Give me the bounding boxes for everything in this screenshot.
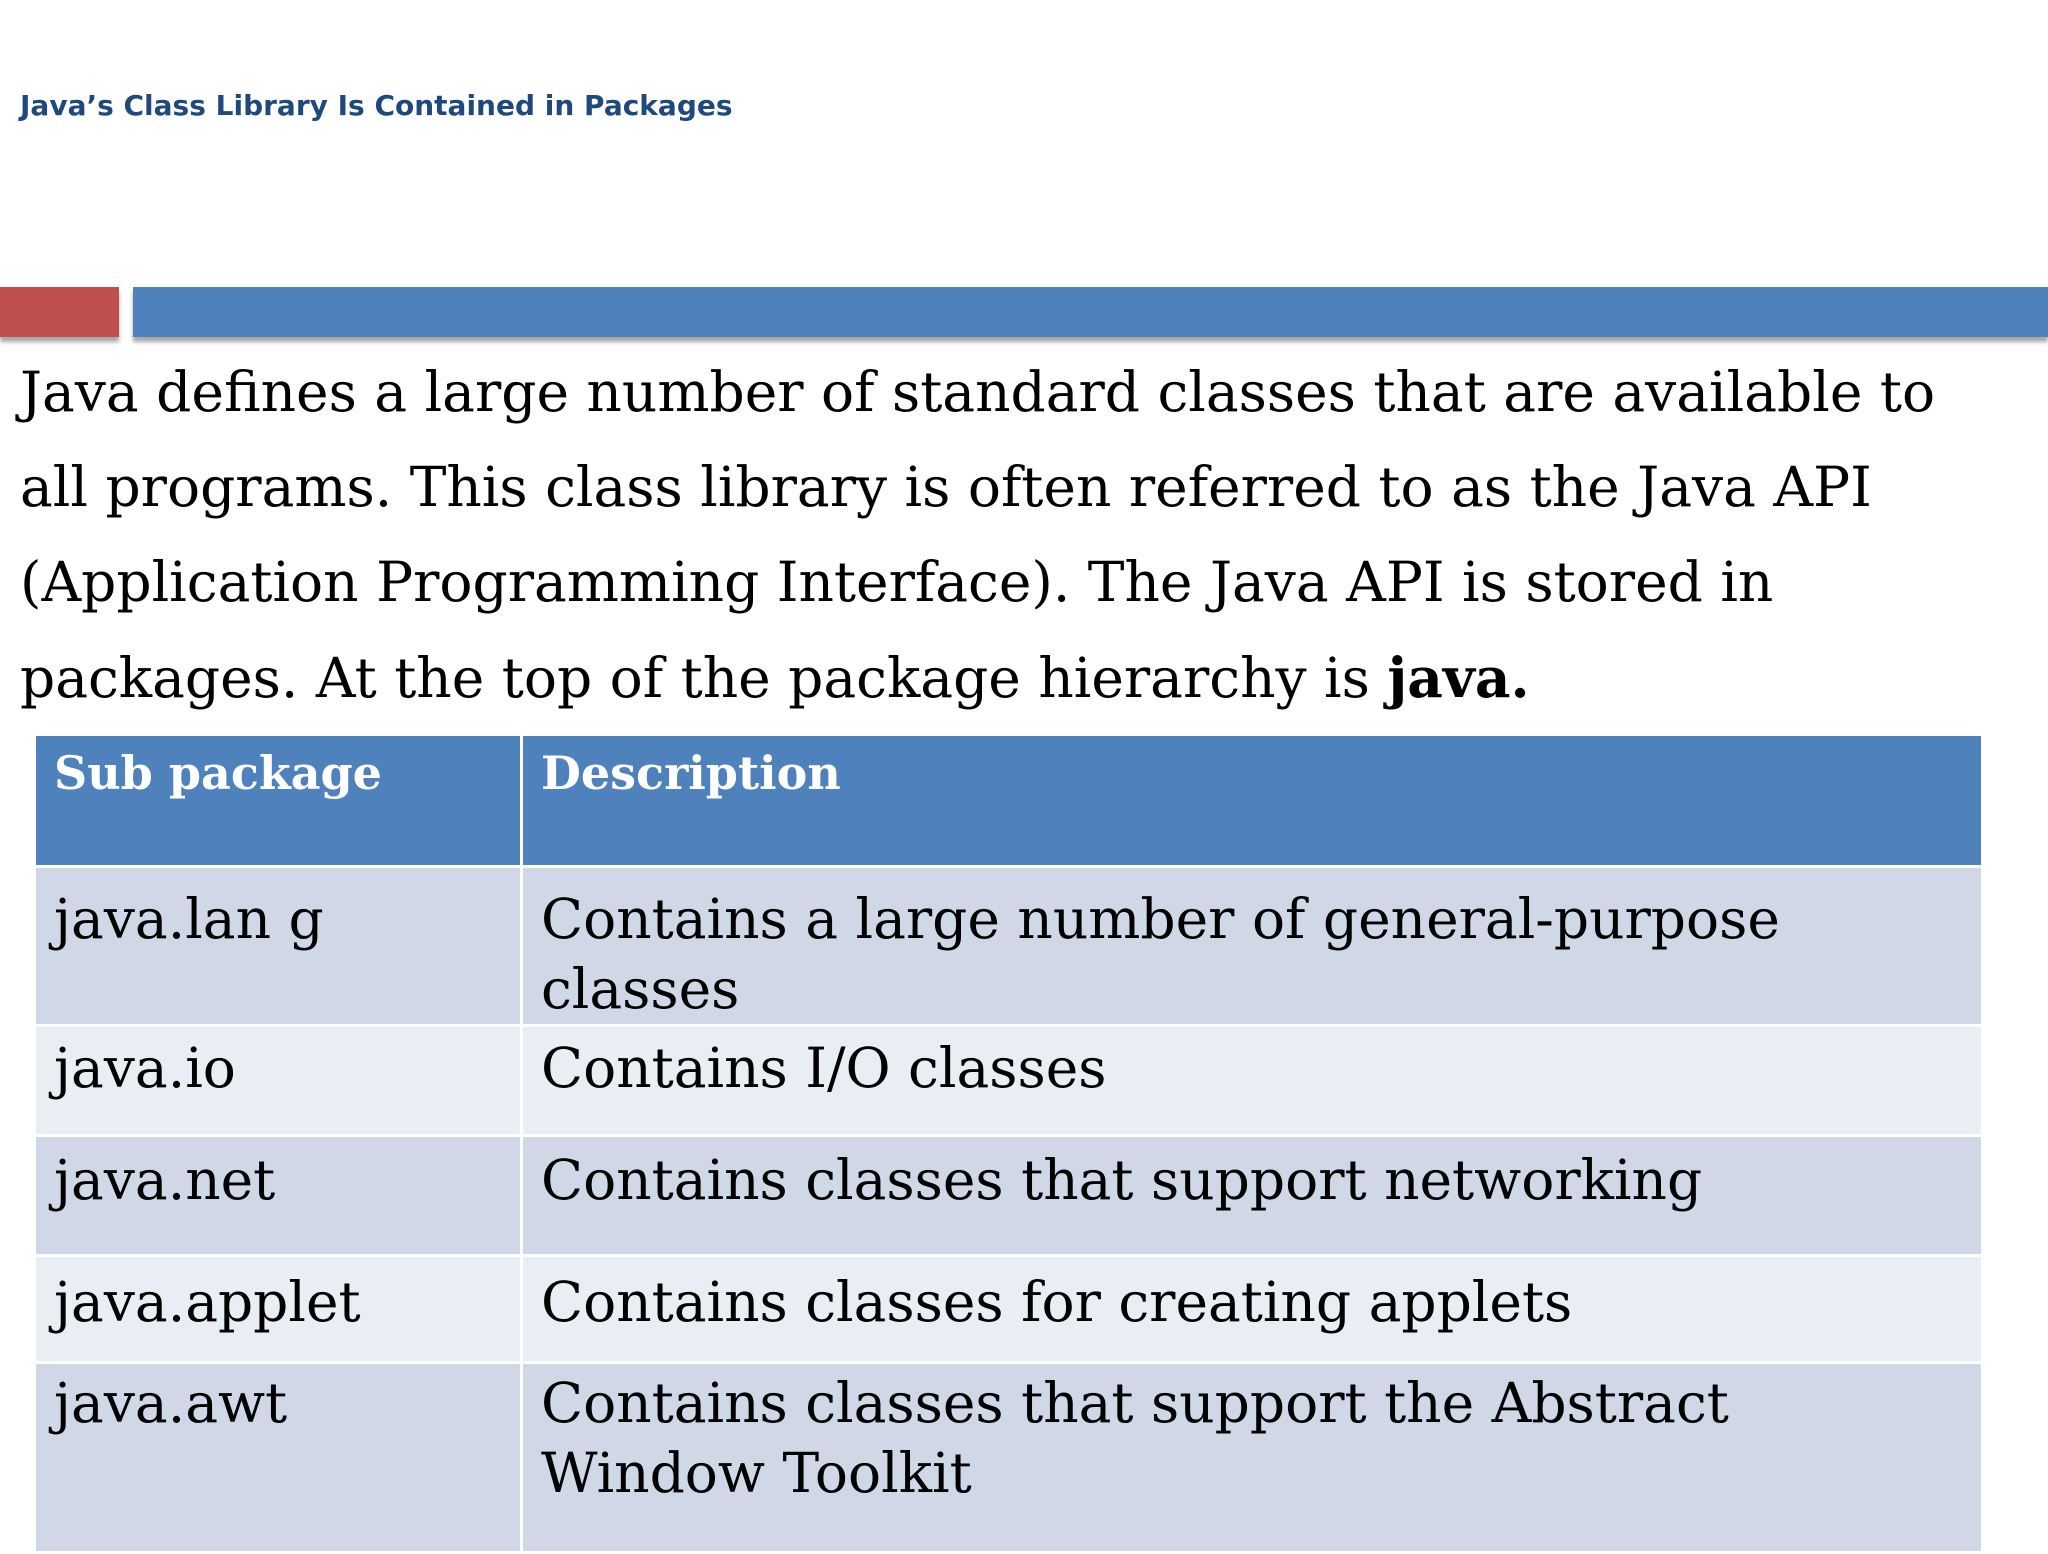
- slide-title: Java’s Class Library Is Contained in Packages: [20, 89, 733, 122]
- description-cell: Contains classes for creating applets: [522, 1256, 1983, 1363]
- description-cell: Contains classes that support networking: [522, 1136, 1983, 1256]
- packages-table: [33, 733, 1984, 1554]
- package-cell: java.applet: [35, 1256, 522, 1363]
- package-cell: java.awt: [35, 1363, 522, 1553]
- table-row: [35, 1136, 1983, 1256]
- description-cell: Contains a large number of general-purpose classes: [522, 867, 1983, 1026]
- table-header-row: [35, 735, 1983, 867]
- accent-bar-red: [0, 287, 119, 337]
- header-sub-package: Sub package: [35, 735, 522, 867]
- intro-paragraph: [20, 345, 1980, 726]
- table-row: [35, 1026, 1983, 1136]
- package-cell: java.net: [35, 1136, 522, 1256]
- intro-text: Java defines a large number of standard classes that are available to all programs. This class library is often referred to as the Java API (Application Programming Interface). The Java API is stored in packages. At the top of the package hierarchy is: [20, 360, 1936, 710]
- accent-bar-blue: [133, 287, 2048, 337]
- description-cell: Contains I/O classes: [522, 1026, 1983, 1136]
- description-cell: Contains classes that support the Abstract Window Toolkit: [522, 1363, 1983, 1553]
- package-cell: java.io: [35, 1026, 522, 1136]
- package-cell: java.lan g: [35, 867, 522, 1026]
- table-row: [35, 1363, 1983, 1553]
- table-row: [35, 1256, 1983, 1363]
- header-description: Description: [522, 735, 1983, 867]
- table-row: [35, 867, 1983, 1026]
- intro-bold-text: java.: [1387, 645, 1530, 710]
